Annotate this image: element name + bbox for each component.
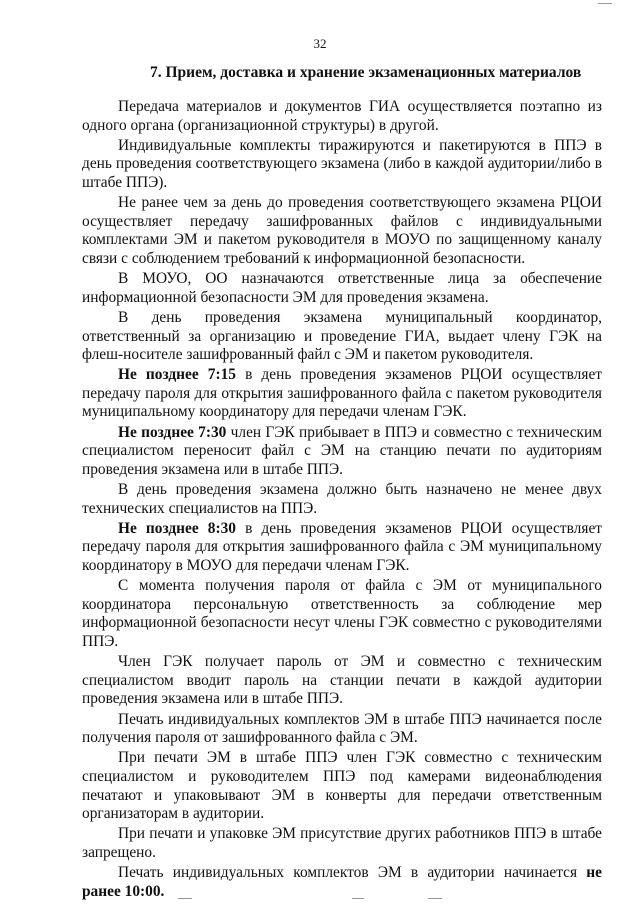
paragraph: Не позднее 7:30 член ГЭК прибывает в ППЭ и совместно с техническим специалистом переносит файл с ЭМ на станцию печати по аудиториям проведения экзамена или в штабе ППЭ. (82, 423, 602, 478)
paragraph: В день проведения экзамена муниципальный координатор, ответственный за организацию и проведение ГИА, выдает члену ГЭК на флеш-носителе зашифрованный файл с ЭМ и пакетом руководителя. (82, 308, 602, 364)
paragraph: С момента получения пароля от файла с ЭМ от муниципального координатора персональную ответственность за соблюдение мер информационной безопасности несут члены ГЭК совместно с руководителями ППЭ. (82, 577, 602, 650)
paragraph: При печати ЭМ в штабе ППЭ член ГЭК совместно с техническим специалистом и руководителем ППЭ под камерами видеонаблюдения печатают и упаковывают ЭМ в конверты для передачи ответственным организаторам в аудитории. (82, 749, 602, 823)
document-body (82, 98, 602, 903)
scan-mark (352, 898, 364, 899)
paragraph: Член ГЭК получает пароль от ЭМ и совместно с техническим специалистом вводит пароль на станции печати в каждой аудитории проведения экзамена или в штабе ППЭ. (82, 653, 602, 708)
section-title: 7. Прием, доставка и хранение экзаменационных материалов (150, 64, 582, 81)
scan-mark (178, 898, 192, 899)
deadline-time: Не позднее 7:30 (118, 423, 227, 441)
paragraph: Печать индивидуальных комплектов ЭМ в аудитории начинается не ранее 10:00. (82, 864, 602, 900)
paragraph: Передача материалов и документов ГИА осуществляется поэтапно из одного органа (организационной структуры) в другой. (82, 98, 602, 134)
page-number: 32 (313, 36, 327, 51)
paragraph: Не позднее 8:30 в день проведения экзаменов РЦОИ осуществляет передачу пароля для открытия зашифрованного файла с ЭМ муниципальному координатору в МОУО для передачи членам ГЭК. (82, 519, 602, 574)
paragraph: Не ранее чем за день до проведения соответствующего экзамена РЦОИ осуществляет передачу зашифрованных файлов с индивидуальными комплектами ЭМ и пакетом руководителя в МОУО по защищенному каналу связи с соблюдением требований к информационной безопасности. (82, 194, 602, 267)
deadline-time: Не позднее 8:30 (118, 519, 236, 537)
scan-mark (428, 898, 442, 899)
paragraph: При печати и упаковке ЭМ присутствие других работников ППЭ в штабе запрещено. (82, 825, 602, 861)
paragraph: В день проведения экзамена должно быть назначено не менее двух технических специалистов на ППЭ. (82, 481, 602, 517)
paragraph: Индивидуальные комплекты тиражируются и пакетируются в ППЭ в день проведения соответствующего экзамена (либо в каждой аудитории/либо в штабе ППЭ). (82, 136, 602, 191)
paragraph: В МОУО, ОО назначаются ответственные лица за обеспечение информационной безопасности ЭМ для проведения экзамена. (82, 270, 602, 306)
deadline-time: Не позднее 7:15 (118, 366, 236, 384)
scan-mark (598, 3, 612, 4)
deadline-time: не ранее 10:00. (82, 864, 602, 900)
paragraph: Печать индивидуальных комплектов ЭМ в штабе ППЭ начинается после получения пароля от зашифрованного файла с ЭМ. (82, 710, 602, 747)
paragraph: Не позднее 7:15 в день проведения экзаменов РЦОИ осуществляет передачу пароля для открытия зашифрованного файла с пакетом руководителя муниципальному координатору для передачи членам ГЭК. (82, 366, 602, 421)
